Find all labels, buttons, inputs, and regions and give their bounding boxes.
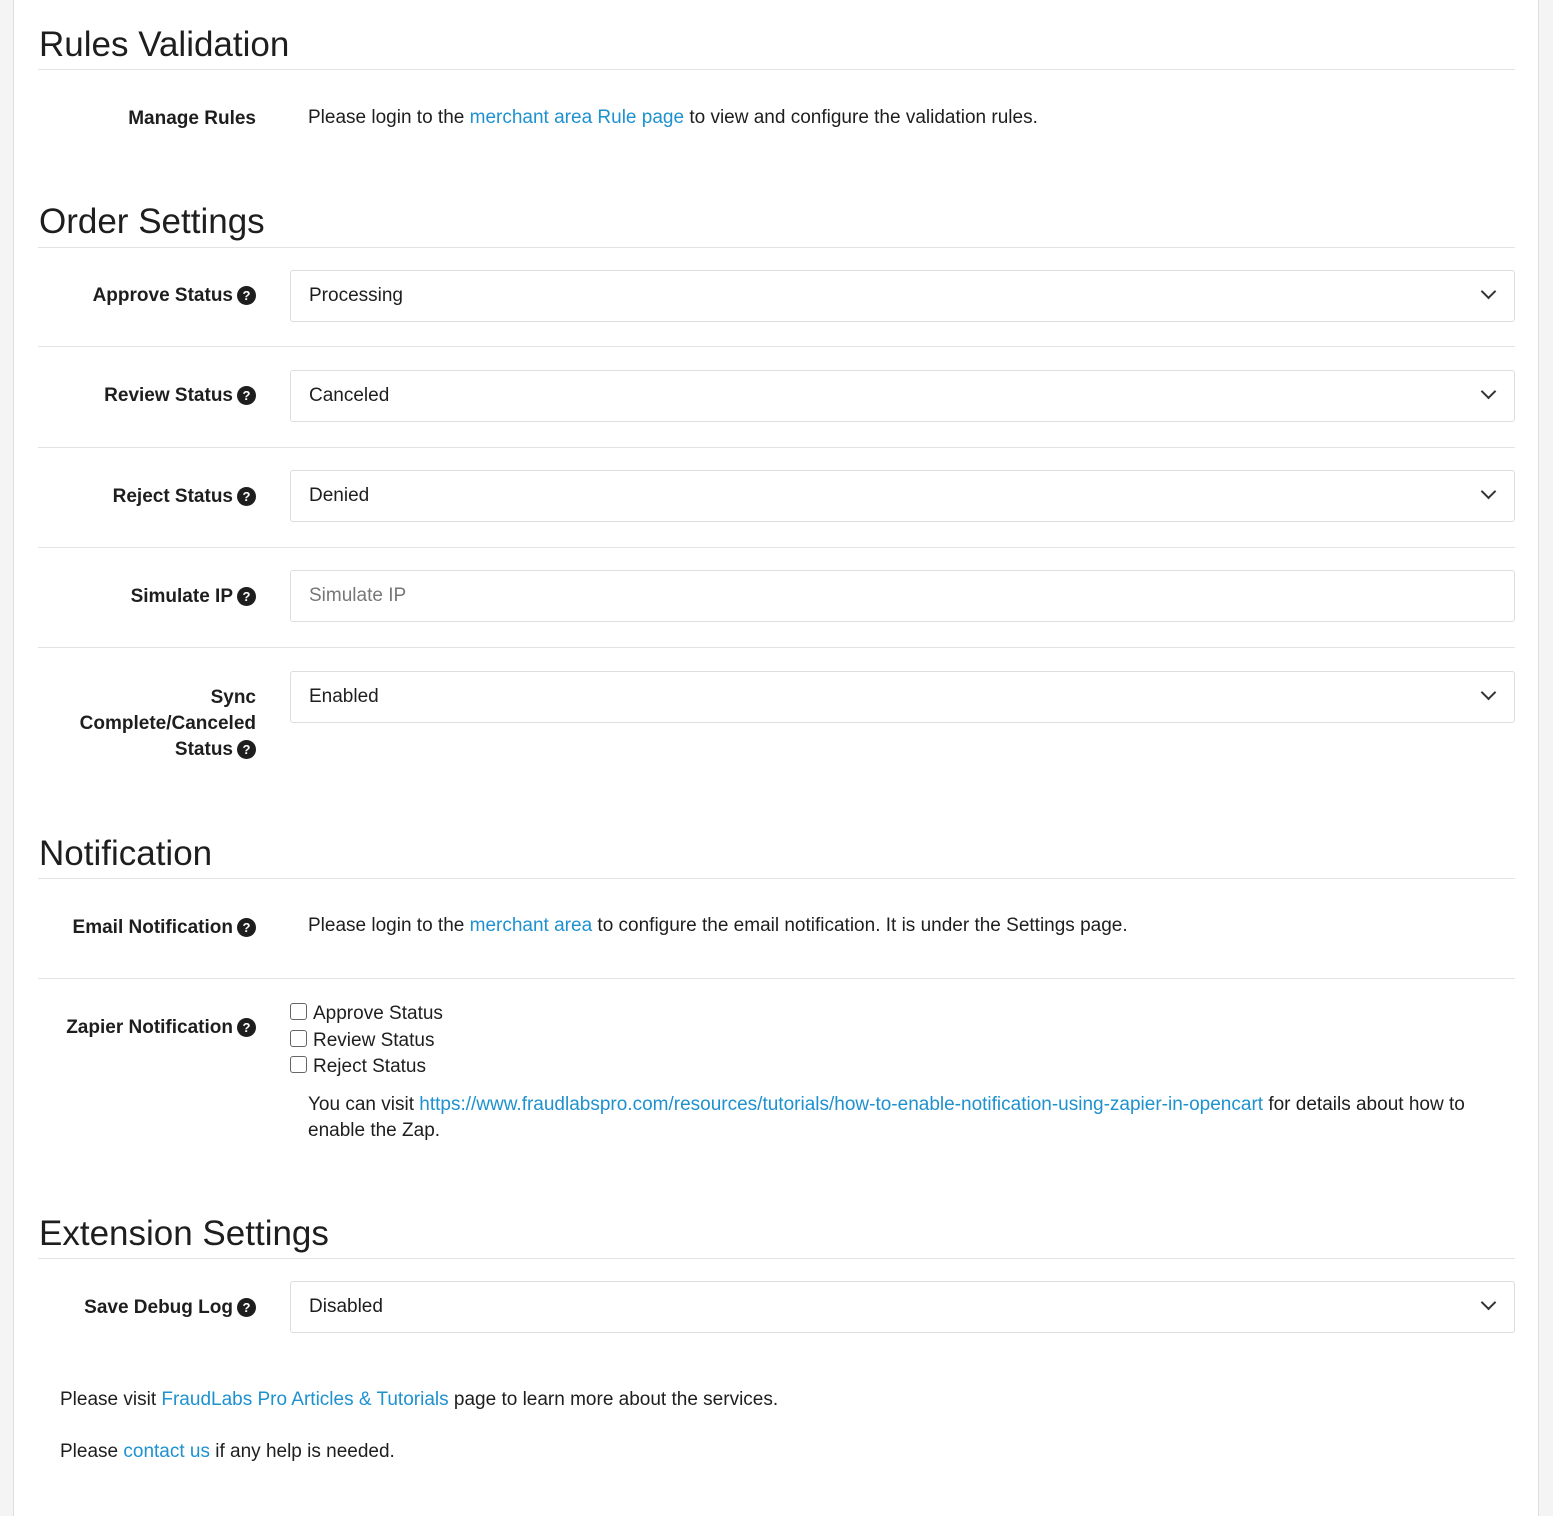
label-text: Complete/Canceled [79,713,256,734]
manage-rules-text [308,105,1038,131]
divider [38,1258,1515,1259]
chevron-down-icon [1481,284,1497,300]
text: to view and configure the validation rules. [684,107,1038,128]
simulate-ip-input[interactable] [290,570,1515,622]
text: Please visit [60,1389,162,1410]
help-icon[interactable]: ? [237,286,256,305]
help-icon[interactable]: ? [237,1298,256,1317]
divider [38,547,1515,548]
checkbox[interactable] [290,1030,307,1047]
text: to configure the email notification. It is under the Settings page. [592,915,1128,936]
review-status-select[interactable] [290,370,1515,422]
divider [38,247,1515,248]
label-text: Simulate IP [130,586,233,607]
text: Please [60,1441,124,1462]
left-panel-edge [0,0,14,1516]
checkbox-label: Reject Status [313,1056,426,1077]
reject-status-label [113,484,256,510]
email-notification-label [73,915,256,941]
articles-tutorials-link[interactable]: FraudLabs Pro Articles & Tutorials [161,1389,449,1410]
divider [38,878,1515,879]
label-text: Email Notification [72,917,233,938]
review-status-label [104,383,256,409]
selected-value: Processing [309,285,403,306]
zapier-review-checkbox[interactable] [290,1028,434,1054]
zapier-reject-checkbox[interactable] [290,1054,426,1080]
help-icon[interactable]: ? [237,1018,256,1037]
reject-status-select[interactable] [290,470,1515,522]
help-icon[interactable]: ? [237,740,256,759]
text: Please login to the [308,107,470,128]
merchant-rule-link[interactable]: merchant area Rule page [469,107,685,128]
scrollbar-track[interactable] [1538,0,1553,1516]
chevron-down-icon [1481,1295,1497,1311]
footer-contact-text [60,1439,395,1465]
simulate-ip-label [131,584,256,610]
contact-us-link[interactable]: contact us [123,1441,210,1462]
label-text: Reject Status [112,486,233,507]
save-debug-log-label [84,1295,256,1321]
label-text: Save Debug Log [84,1297,233,1318]
help-icon[interactable]: ? [237,386,256,405]
zapier-notification-label [66,1015,256,1041]
label-text: Sync [210,687,256,708]
text: page to learn more about the services. [448,1389,779,1410]
zapier-tutorial-link[interactable]: https://www.fraudlabspro.com/resources/tutorials/how-to-enable-notification-using-zapier-in-opencart [419,1094,1264,1115]
divider [38,978,1515,979]
text: You can visit [308,1094,420,1115]
divider [38,346,1515,347]
divider [38,647,1515,648]
selected-value: Denied [309,485,370,506]
approve-status-label [93,283,256,309]
sync-status-label [80,685,256,763]
merchant-area-link[interactable]: merchant area [469,915,593,936]
label-text: Status [174,739,233,760]
manage-rules-label: Manage Rules [128,108,256,129]
selected-value: Enabled [309,686,379,707]
selected-value: Disabled [309,1296,383,1317]
selected-value: Canceled [309,385,390,406]
placeholder: Simulate IP [309,585,407,606]
zapier-help-text [308,1092,1488,1144]
footer-articles-text [60,1387,778,1413]
checkbox-label: Review Status [313,1030,435,1051]
zapier-approve-checkbox[interactable] [290,1001,443,1027]
chevron-down-icon [1481,685,1497,701]
sync-status-select[interactable] [290,671,1515,723]
label-text: Review Status [104,385,233,406]
approve-status-select[interactable] [290,270,1515,322]
checkbox[interactable] [290,1003,307,1020]
section-title-notification: Notification [39,834,213,873]
label-text: Approve Status [92,285,233,306]
help-icon[interactable]: ? [237,587,256,606]
divider [38,447,1515,448]
checkbox-label: Approve Status [313,1003,443,1024]
save-debug-log-select[interactable] [290,1281,1515,1333]
label-text: Zapier Notification [66,1017,233,1038]
checkbox[interactable] [290,1056,307,1073]
divider [38,69,1515,70]
section-title-order: Order Settings [39,202,265,241]
text: if any help is needed. [209,1441,395,1462]
text: Please login to the [308,915,470,936]
chevron-down-icon [1481,384,1497,400]
section-title-rules: Rules Validation [39,25,290,64]
text: for details about how to enable the Zap. [308,1094,1465,1141]
section-title-extension: Extension Settings [39,1214,329,1253]
help-icon[interactable]: ? [237,487,256,506]
email-notification-text [308,913,1128,939]
help-icon[interactable]: ? [237,918,256,937]
chevron-down-icon [1481,484,1497,500]
